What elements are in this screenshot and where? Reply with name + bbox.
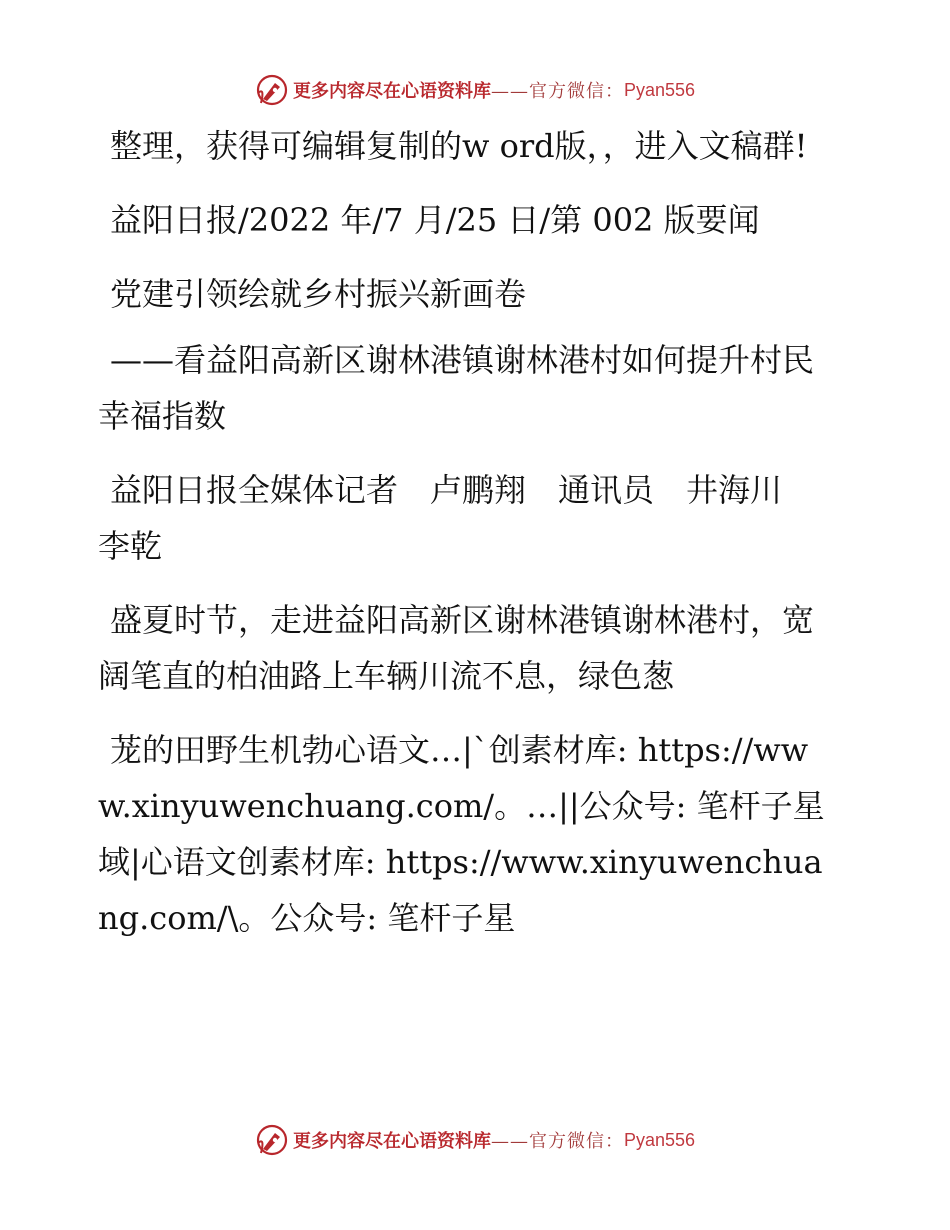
banner-main-text: 更多内容尽在心语资料库 (292, 1131, 491, 1152)
paragraph-intro: 整理，获得可编辑复制的w ord版，，进入文稿群! (110, 127, 808, 165)
pen-nib-circle-icon (255, 1123, 289, 1157)
footer-banner (0, 1122, 950, 1158)
banner-sub-text: ——官方微信： (490, 1131, 624, 1152)
article-byline: 益阳日报全媒体记者 卢鹏翔 通讯员 井海川 李乾 (98, 471, 815, 565)
paragraph-body-2: 茏的田野生机勃心语文…|`创素材库: https://www.xinyuwenchuang.com/。…||公众号: 笔杆子星域|心语文创素材库: https://www.xinyuwenchuang.com/\。公众号: 笔杆子星 (98, 731, 825, 937)
banner-main-text: 更多内容尽在心语资料库 (292, 81, 491, 102)
article-subtitle: ——看益阳高新区谢林港镇谢林港村如何提升村民幸福指数 (98, 341, 815, 435)
pen-nib-circle-icon (255, 73, 289, 107)
article-body (98, 118, 838, 964)
banner-wechat-id: Pyan556 (623, 1129, 696, 1150)
article-title: 党建引领绘就乡村振兴新画卷 (110, 275, 527, 313)
paragraph-body-1: 盛夏时节，走进益阳高新区谢林港镇谢林港村，宽阔笔直的柏油路上车辆川流不息，绿色葱 (98, 601, 815, 695)
banner-wechat-id: Pyan556 (623, 79, 696, 100)
header-banner (0, 72, 950, 108)
paragraph-source: 益阳日报/2022 年/7 月/25 日/第 002 版要闻 (110, 201, 760, 239)
banner-sub-text: ——官方微信： (490, 81, 624, 102)
